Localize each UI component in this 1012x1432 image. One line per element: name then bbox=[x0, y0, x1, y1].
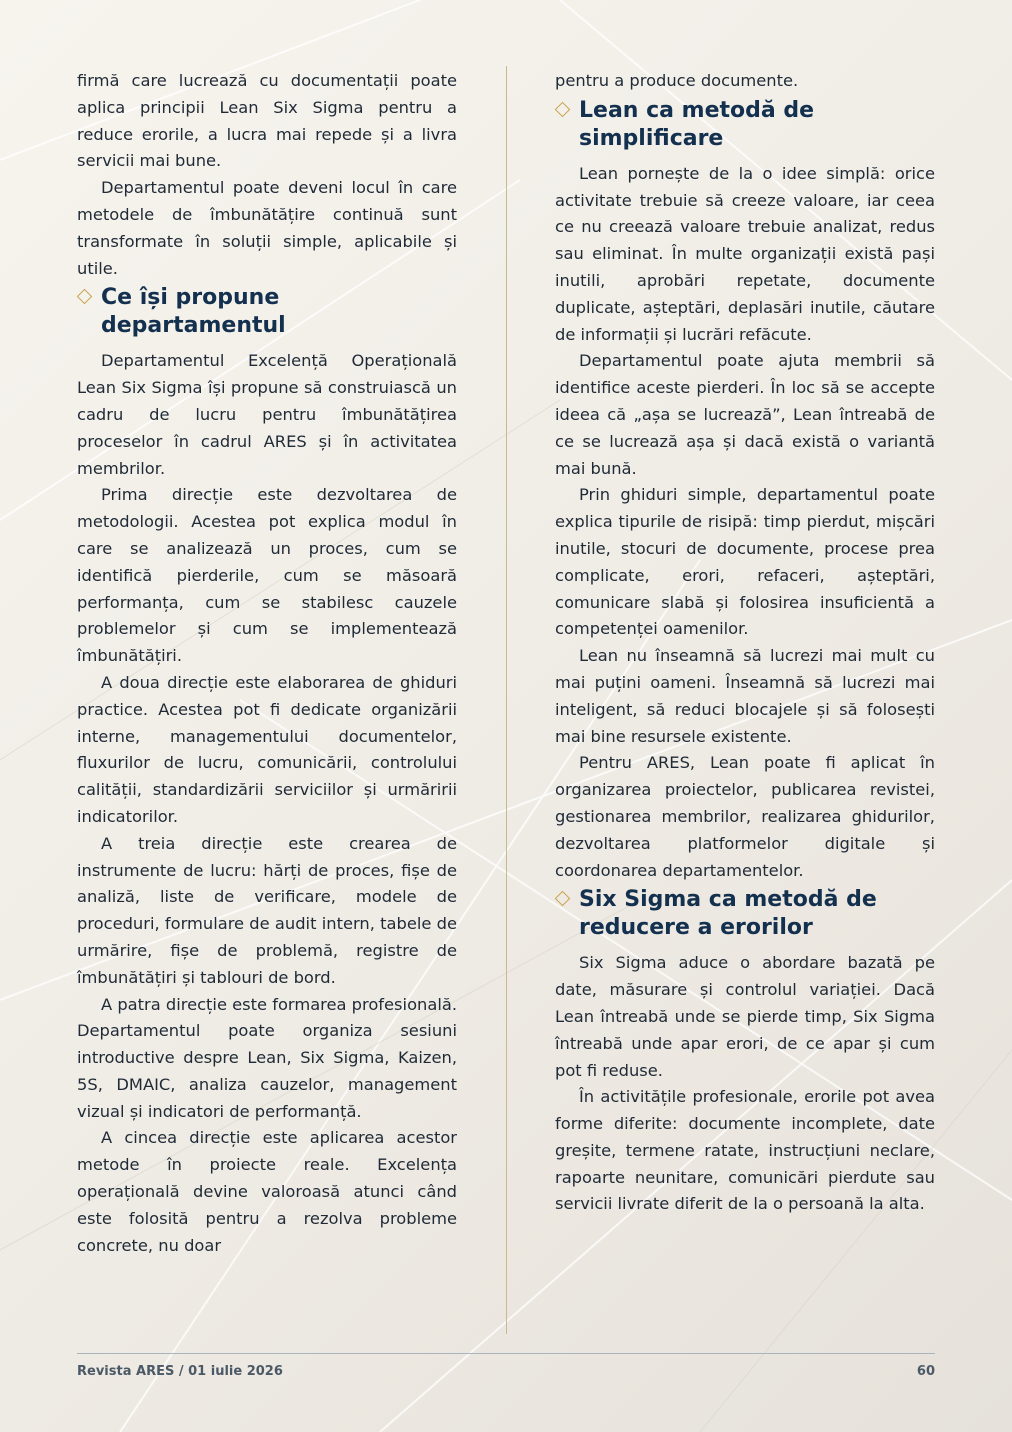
paragraph: Lean pornește de la o idee simplă: orice activitate trebuie să creeze valoare, iar ceea ce nu creează valoare trebuie analizat, redus sau eliminat. În multe organizații există pași inutili, aprobări repetate, documente duplicate, așteptări, deplasări inutile, căutare de informații și lucrări refăcute. bbox=[555, 163, 935, 344]
paragraph: Lean nu înseamnă să lucrezi mai mult cu mai puțini oameni. Înseamnă să lucrezi mai inteligent, să reduci blocajele și să folosești mai bine resursele existente. bbox=[555, 646, 935, 746]
section-heading-text: Ce își propune departamentul bbox=[101, 285, 286, 339]
paragraph: Prima direcție este dezvoltarea de metodologii. Acestea pot explica modul în care se analizează un proces, cum se identifică pierderile, cum se măsoară performanța, cum se stabilesc cauzele problemelor și cum se implementează îmbunătățiri. bbox=[77, 485, 457, 666]
diamond-outline-icon bbox=[555, 102, 571, 118]
paragraph: În activitățile profesionale, erorile pot avea forme diferite: documente incomplete, date greșite, termene ratate, instrucțiuni neclare, rapoarte neunitare, comunicări pierdute sau servicii livrate diferit de la o persoană la alta. bbox=[555, 1087, 935, 1214]
paragraph: pentru a produce documente. bbox=[555, 71, 799, 90]
diamond-outline-icon bbox=[77, 289, 93, 305]
paragraph: Six Sigma aduce o abordare bazată pe date, măsurare și controlul variației. Dacă Lean întreabă unde se pierde timp, Six Sigma întreabă unde apar erori, de ce apar și cum pot fi reduse. bbox=[555, 953, 935, 1080]
section-heading bbox=[555, 886, 935, 942]
section-heading bbox=[77, 284, 457, 340]
paragraph: Departamentul poate ajuta membrii să identifice aceste pierderi. În loc să se accepte ideea că „așa se lucrează”, Lean întreabă de ce se lucrează așa și dacă există o variantă mai bună. bbox=[555, 351, 935, 478]
right-column bbox=[555, 68, 935, 1218]
footer-publication: Revista ARES / 01 iulie 2026 bbox=[77, 1364, 283, 1379]
left-column bbox=[77, 68, 457, 1259]
paragraph: A patra direcție este formarea profesională. Departamentul poate organiza sesiuni introductive despre Lean, Six Sigma, Kaizen, 5S, DMAIC, analiza cauzelor, management vizual și indicatori de performanță. bbox=[77, 994, 457, 1121]
section-heading bbox=[555, 97, 935, 153]
page-number: 60 bbox=[916, 1364, 935, 1379]
paragraph: Pentru ARES, Lean poate fi aplicat în organizarea proiectelor, publicarea revistei, gestionarea membrilor, realizarea ghidurilor, dezvoltarea platformelor digitale și coordonarea departamentelor. bbox=[555, 753, 935, 880]
paragraph: Departamentul Excelență Operațională Lean Six Sigma își propune să construiască un cadru de lucru pentru îmbunătățirea proceselor în cadrul ARES și în activitatea membrilor. bbox=[77, 351, 457, 478]
paragraph: Prin ghiduri simple, departamentul poate explica tipurile de risipă: timp pierdut, mișcări inutile, stocuri de documente, procese prea complicate, erori, refaceri, așteptări, comunicare slabă și folosirea insuficientă a competenței oamenilor. bbox=[555, 485, 935, 639]
paragraph: A treia direcție este crearea de instrumente de lucru: hărți de proces, fișe de analiză, liste de verificare, modele de proceduri, formulare de audit intern, tabele de urmărire, fișe de problemă, registre de îmbunătățiri și tablouri de bord. bbox=[77, 833, 457, 987]
paragraph: A doua direcție este elaborarea de ghiduri practice. Acestea pot fi dedicate organizării interne, managementului documentelor, fluxurilor de lucru, comunicării, controlului calității, standardizării serviciilor și urmăririi indicatorilor. bbox=[77, 672, 457, 826]
paragraph: A cincea direcție este aplicarea acestor metode în proiecte reale. Excelența operațională devine valoroasă atunci când este folosită pentru a rezolva probleme concrete, nu doar bbox=[77, 1128, 457, 1255]
section-heading-text: Lean ca metodă de simplificare bbox=[579, 97, 815, 151]
column-divider bbox=[506, 66, 507, 1334]
paragraph: Departamentul poate deveni locul în care metodele de îmbunătățire continuă sunt transformate în soluții simple, aplicabile și utile. bbox=[77, 178, 457, 278]
section-heading-text: Six Sigma ca metodă de reducere a erorilor bbox=[579, 887, 877, 941]
paragraph: firmă care lucrează cu documentații poate aplica principii Lean Six Sigma pentru a reduce erorile, a lucra mai repede și a livra servicii mai bune. bbox=[77, 71, 457, 171]
diamond-outline-icon bbox=[555, 891, 571, 907]
footer-divider bbox=[77, 1353, 935, 1354]
